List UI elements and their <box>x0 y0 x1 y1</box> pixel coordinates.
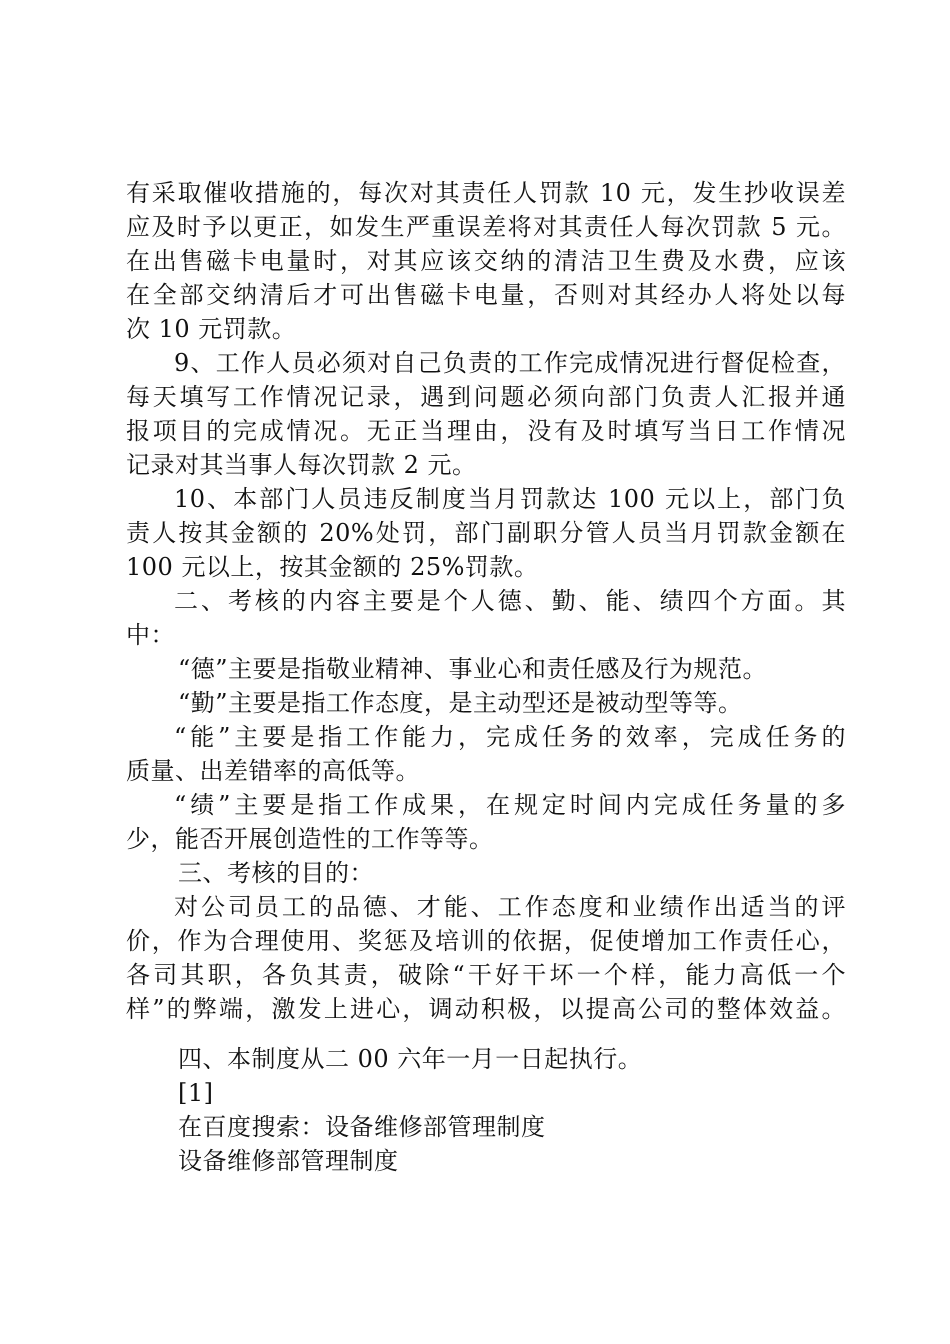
text-line: 责人按其金额的 20%处罚，部门副职分管人员当月罚款金额在 <box>126 519 846 547</box>
text-line: 中： <box>126 621 175 649</box>
text-line: 10、本部门人员违反制度当月罚款达 100 元以上，部门负 <box>174 485 846 513</box>
text-line: “德”主要是指敬业精神、事业心和责任感及行为规范。 <box>178 655 768 683</box>
text-line: 少，能否开展创造性的工作等等。 <box>126 825 494 853</box>
text-line: 二、考核的内容主要是个人德、勤、能、绩四个方面。其 <box>174 587 846 615</box>
text-line: 样”的弊端，激发上进心，调动积极，以提高公司的整体效益。 <box>126 995 846 1023</box>
text-line: 次 10 元罚款。 <box>126 315 297 343</box>
paragraph-section-4 <box>126 1042 846 1076</box>
paragraph-neng <box>126 720 846 788</box>
text-line: 设备维修部管理制度 <box>178 1147 399 1175</box>
text-line: 在全部交纳清后才可出售磁卡电量，否则对其经办人将处以每 <box>126 281 846 309</box>
paragraph-gap <box>126 1026 846 1042</box>
text-line: 四、本制度从二 00 六年一月一日起执行。 <box>178 1045 643 1073</box>
text-line: 三、考核的目的： <box>178 859 374 887</box>
text-line: 应及时予以更正，如发生严重误差将对其责任人每次罚款 5 元。 <box>126 213 846 241</box>
paragraph-section-2 <box>126 584 846 652</box>
paragraph-penalty-collection <box>126 176 846 346</box>
text-line: 100 元以上，按其金额的 25%罚款。 <box>126 553 539 581</box>
paragraph-de <box>126 652 846 686</box>
document-title-footer <box>126 1144 846 1178</box>
text-line: “勤”主要是指工作态度，是主动型还是被动型等等。 <box>178 689 743 717</box>
text-line: [1] <box>178 1079 214 1107</box>
text-line: 对公司员工的品德、才能、工作态度和业绩作出适当的评 <box>174 893 846 921</box>
paragraph-item-10 <box>126 482 846 584</box>
text-line: “绩”主要是指工作成果，在规定时间内完成任务量的多 <box>174 791 846 819</box>
text-line: 每天填写工作情况记录，遇到问题必须向部门负责人汇报并通 <box>126 383 846 411</box>
text-line: “能”主要是指工作能力，完成任务的效率，完成任务的 <box>174 723 846 751</box>
text-line: 有采取催收措施的，每次对其责任人罚款 10 元，发生抄收误差 <box>126 179 846 207</box>
paragraph-section-3-title <box>126 856 846 890</box>
paragraph-ji <box>126 788 846 856</box>
text-line: 质量、出差错率的高低等。 <box>126 757 420 785</box>
document-body <box>126 176 846 1178</box>
text-line: 记录对其当事人每次罚款 2 元。 <box>126 451 477 479</box>
footnote-reference <box>126 1076 846 1110</box>
search-hint <box>126 1110 846 1144</box>
paragraph-qin <box>126 686 846 720</box>
text-line: 报项目的完成情况。无正当理由，没有及时填写当日工作情况 <box>126 417 846 445</box>
paragraph-section-3-body <box>126 890 846 1026</box>
text-line: 价，作为合理使用、奖惩及培训的依据，促使增加工作责任心， <box>126 927 846 955</box>
text-line: 9、工作人员必须对自己负责的工作完成情况进行督促检查， <box>174 349 846 377</box>
text-line: 各司其职，各负其责，破除“干好干坏一个样，能力高低一个 <box>126 961 846 989</box>
text-line: 在出售磁卡电量时，对其应该交纳的清洁卫生费及水费，应该 <box>126 247 846 275</box>
paragraph-item-9 <box>126 346 846 482</box>
text-line: 在百度搜索：设备维修部管理制度 <box>178 1113 546 1141</box>
